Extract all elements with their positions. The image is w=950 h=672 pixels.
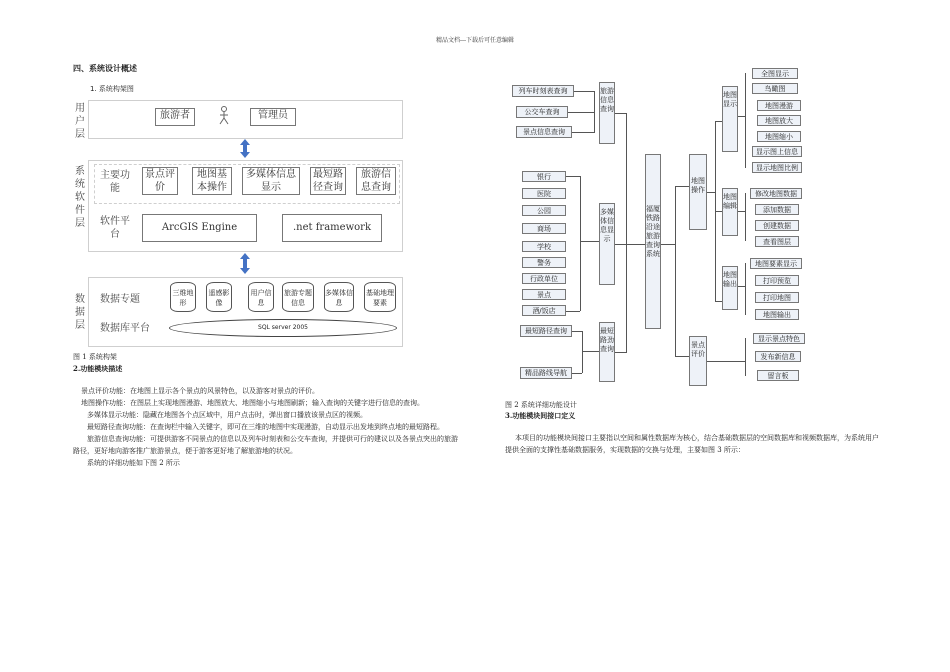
connector <box>582 331 583 373</box>
arcgis-box: ArcGIS Engine <box>142 214 257 242</box>
node-map-display: 地图显示 <box>722 86 738 152</box>
arrow-down-icon <box>240 152 250 158</box>
connector <box>615 352 626 353</box>
arrow-down-icon <box>240 268 250 274</box>
func-shortest-path: 最短路径查询 <box>310 167 346 195</box>
connector <box>738 116 745 117</box>
node-message-board: 留言板 <box>757 370 799 381</box>
func-map-ops: 地图基本操作 <box>192 167 232 195</box>
connector <box>738 211 745 212</box>
person-icon <box>217 105 231 125</box>
db-platform-label: 数据库平台 <box>100 323 150 334</box>
main-function-label: 主要功能 <box>100 170 130 194</box>
node-scenic: 景点 <box>522 289 566 300</box>
connector <box>572 373 582 374</box>
node-map-ops: 地图操作 <box>689 154 707 230</box>
connector <box>626 113 627 353</box>
cylinder-user-info: 用户信息 <box>248 282 274 312</box>
node-show-scale: 显示地图比例 <box>752 162 802 173</box>
node-zoom-out: 地图缩小 <box>757 131 801 142</box>
arrow-shaft <box>243 258 247 268</box>
connector <box>715 301 722 302</box>
connector <box>745 73 746 168</box>
node-map-output: 地图输出 <box>722 266 738 310</box>
connector <box>675 356 689 357</box>
connector <box>580 241 599 242</box>
user-layer-label: 用户层 <box>75 103 85 140</box>
node-add-data: 添加数据 <box>755 204 799 215</box>
sqlserver-ellipse: SQL server 2005 <box>169 319 397 337</box>
software-layer-label: 系统软件层 <box>75 166 85 229</box>
node-center-system: 福厦铁路沿途旅游查询系统 <box>645 154 661 329</box>
node-admin-unit: 行政单位 <box>522 273 566 284</box>
connector <box>566 176 580 177</box>
node-show-info: 显示图上信息 <box>752 146 802 157</box>
connector <box>707 192 715 193</box>
node-scenic-info: 景点信息查询 <box>516 126 572 138</box>
func-multimedia: 多媒体信息显示 <box>242 167 300 195</box>
cylinder-travel-topic: 旅游专题信息 <box>282 282 314 312</box>
node-publish-info: 发布新信息 <box>755 351 801 362</box>
cylinder-terrain: 三维地形 <box>170 282 196 312</box>
node-hospital: 医院 <box>522 188 566 199</box>
node-eval: 景点评价 <box>689 336 707 386</box>
node-create-data: 创建数据 <box>755 220 799 231</box>
paragraph: 多媒体显示功能：隐藏在地图各个点区域中，用户点击时，弹出窗口播放该景点区的视频。 <box>87 411 367 419</box>
paragraph: 旅游信息查询功能：可提供游客不同景点的信息以及列车时刻表和公交车查询，并提供可行的建议以及各景点突出的旅游路径，更好地向游客推广旅游景点，便于游客更好地了解旅游地的状况。 <box>73 435 458 455</box>
connector <box>574 91 594 92</box>
connector <box>661 244 675 245</box>
paragraph: 最短路径查询功能：在查询栏中输入关键字，即可在三维的地图中实现漫游，自动显示出发地到终点地的最短路程。 <box>87 423 444 431</box>
connector <box>594 91 595 133</box>
func-travel-info: 旅游信息查询 <box>356 167 396 195</box>
node-map-export: 地图输出 <box>755 309 799 320</box>
node-park: 公园 <box>522 205 566 216</box>
data-layer-label: 数据层 <box>75 294 85 331</box>
connector <box>568 112 594 113</box>
paragraph: 系统的详细功能如下图 2 所示 <box>87 459 180 467</box>
connector <box>566 311 580 312</box>
page-header: 精品文档---下载后可任意编辑 <box>435 37 515 44</box>
connector <box>572 331 582 332</box>
interface-paragraph: 本项目的功能模块间接口主要指以空间和属性数据库为核心，结合基础数据层的空间数据库和视频数据库，为系统用户提供全面的支撑性基础数据服务，实现数据的交换与处理，主要如图 3 所示： <box>505 434 879 454</box>
node-bank: 银行 <box>522 171 566 182</box>
node-train-schedule: 列车时刻表查询 <box>512 85 574 97</box>
connector <box>738 286 745 287</box>
data-topic-label: 数据专题 <box>100 294 140 305</box>
node-travel-info: 旅游信息查询 <box>599 82 615 144</box>
connector <box>715 121 722 122</box>
connector <box>580 176 581 311</box>
connector <box>745 338 746 376</box>
admin-box: 管理员 <box>250 108 296 126</box>
cylinder-multimedia: 多媒体信息 <box>324 282 354 312</box>
node-shortest: 最短路劲查询 <box>599 322 615 382</box>
subsection-modules: 2.功能模块描述 <box>73 364 123 373</box>
connector <box>715 211 722 212</box>
paragraph: 景点评价功能：在地图上显示各个景点的风景特色，以及游客对景点的评价。 <box>81 387 319 395</box>
cylinder-remote-sensing: 遥感影像 <box>206 282 232 312</box>
netframework-box: .net framework <box>282 214 382 242</box>
figure1-caption: 图 1 系统构架 <box>73 353 117 361</box>
node-edit-data: 修改地图数据 <box>750 188 802 199</box>
node-hotel: 酒/饭店 <box>522 305 566 316</box>
node-print-map: 打印地图 <box>755 292 799 303</box>
cylinder-base-geo: 基础地理要素 <box>364 282 396 312</box>
function-flowchart <box>505 66 805 386</box>
node-route-nav: 精品路线导航 <box>520 367 572 379</box>
connector <box>572 132 594 133</box>
paragraph: 地图操作功能：在图层上实现地图漫游、地图放大、地图缩小与地图刷新；输入查询的关键字进行信息的查询。 <box>81 399 424 407</box>
node-mall: 商场 <box>522 223 566 234</box>
node-feature-display: 地图要素显示 <box>750 258 802 269</box>
node-show-features: 显示景点特色 <box>753 333 805 344</box>
node-view-layers: 查看图层 <box>755 236 799 247</box>
connector <box>745 193 746 241</box>
connector <box>615 113 626 114</box>
module-description <box>73 385 463 469</box>
node-birdseye: 鸟瞰图 <box>752 83 798 94</box>
section-title: 四、系统设计概述 <box>73 64 137 73</box>
node-map-edit: 地图编辑 <box>722 188 738 236</box>
node-shortest-query: 最短路径查询 <box>520 325 572 337</box>
connector <box>675 186 676 356</box>
node-police: 警务 <box>522 257 566 268</box>
node-map-roam: 地图漫游 <box>757 100 801 111</box>
connector <box>707 361 745 362</box>
figure2-caption: 图 2 系统详细功能设计 <box>505 401 577 409</box>
func-scenic-eval: 景点评价 <box>142 167 178 195</box>
node-zoom-in: 地图放大 <box>757 115 801 126</box>
user-layer <box>88 100 403 139</box>
connector <box>745 263 746 315</box>
subsection-architecture: 1. 系统构架图 <box>90 85 134 93</box>
connector <box>615 244 645 245</box>
node-print-preview: 打印预览 <box>755 275 799 286</box>
architecture-diagram <box>72 97 402 347</box>
node-full-view: 全图显示 <box>752 68 798 79</box>
platform-label: 软件平台 <box>100 216 130 240</box>
subsection-interfaces: 3.功能模块间接口定义 <box>505 411 576 420</box>
node-bus-query: 公交车查询 <box>516 106 568 118</box>
arrow-shaft <box>243 144 247 152</box>
tourist-box: 旅游者 <box>155 108 195 126</box>
node-school: 学校 <box>522 241 566 252</box>
connector <box>582 351 599 352</box>
node-multimedia: 多媒体信息显示 <box>599 203 615 285</box>
connector <box>675 186 689 187</box>
